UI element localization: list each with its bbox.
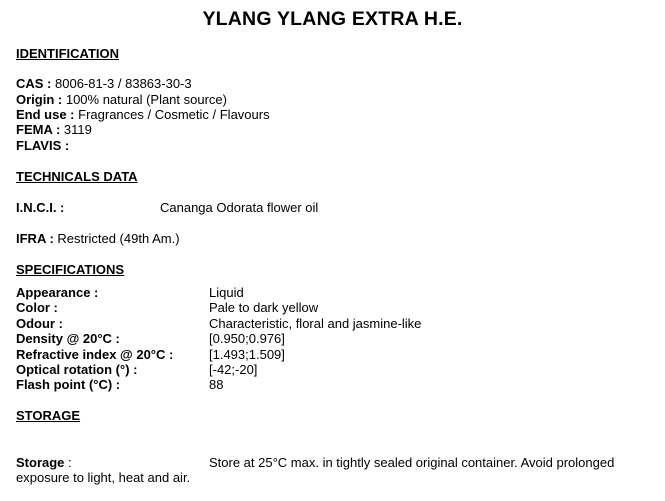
storage-heading: STORAGE <box>16 408 81 423</box>
spec-label: Density @ 20°C : <box>16 331 120 346</box>
spec-label: Appearance : <box>16 285 99 300</box>
origin-value: 100% natural (Plant source) <box>65 92 227 107</box>
storage-colon: : <box>68 455 72 470</box>
ifra-label: IFRA : <box>16 231 54 246</box>
spec-value: [0.950;0.976] <box>209 331 285 346</box>
technicals-heading: TECHNICALS DATA <box>16 169 138 184</box>
flavis-label: FLAVIS : <box>16 138 70 153</box>
specifications-heading: SPECIFICATIONS <box>16 262 125 277</box>
spec-value: [-42;-20] <box>209 362 258 377</box>
ifra-value: Restricted (49th Am.) <box>57 231 180 246</box>
origin-line <box>16 92 227 107</box>
ifra-line <box>16 231 180 246</box>
storage-value-line1: Store at 25°C max. in tightly sealed original container. Avoid prolonged <box>209 455 615 470</box>
cas-line <box>16 76 192 91</box>
end-use-value: Fragrances / Cosmetic / Flavours <box>78 107 270 122</box>
fema-value: 3119 <box>63 122 92 137</box>
spec-label: Flash point (°C) : <box>16 377 121 392</box>
spec-label: Color : <box>16 300 58 315</box>
spec-label: Refractive index @ 20°C : <box>16 347 174 362</box>
spec-value: Characteristic, floral and jasmine-like <box>209 316 422 331</box>
storage-value-line2: exposure to light, heat and air. <box>16 470 191 485</box>
origin-label: Origin : <box>16 92 63 107</box>
cas-label: CAS : <box>16 76 52 91</box>
inci-value: Cananga Odorata flower oil <box>160 200 319 215</box>
fema-line <box>16 122 92 137</box>
spec-value: [1.493;1.509] <box>209 347 285 362</box>
spec-value: Liquid <box>209 285 244 300</box>
storage-line <box>16 455 72 470</box>
storage-label: Storage <box>16 455 65 470</box>
cas-value: 8006-81-3 / 83863-30-3 <box>55 76 192 91</box>
spec-value: Pale to dark yellow <box>209 300 319 315</box>
fema-label: FEMA : <box>16 122 61 137</box>
identification-heading: IDENTIFICATION <box>16 46 120 61</box>
document-title: YLANG YLANG EXTRA H.E. <box>202 8 463 30</box>
spec-label: Odour : <box>16 316 63 331</box>
inci-label: I.N.C.I. : <box>16 200 65 215</box>
end-use-line <box>16 107 270 122</box>
spec-value: 88 <box>209 377 224 392</box>
spec-label: Optical rotation (°) : <box>16 362 138 377</box>
end-use-label: End use : <box>16 107 75 122</box>
